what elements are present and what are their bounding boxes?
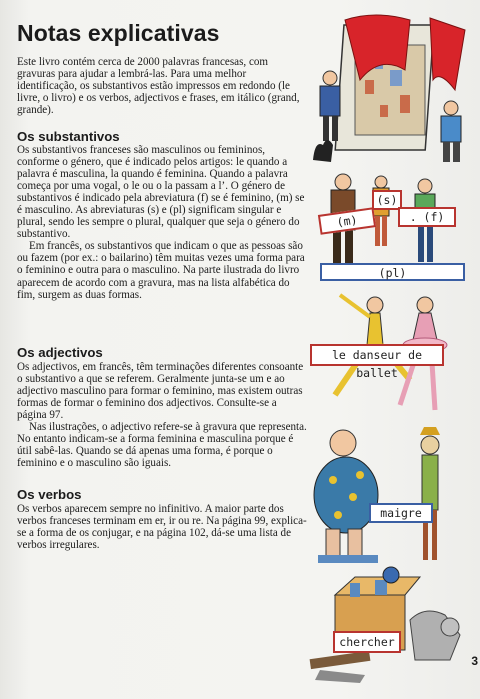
heading-substantivos: Os substantivos — [17, 129, 120, 144]
label-plural: (pl) — [320, 263, 465, 281]
substantivos-p1: Os substantivos franceses são masculinos ou femininos, conforme o género, que é indicado pelos artigos: le quando a palavra é masculina, la quando é feminina. Quando a palavra começa por uma vogal, o le ou o la passam a l’. O género de substantivos é indicado pela abreviatura (f) se é feminino, (m) se é masculino. As abreviaturas (s) e (pl) significam singular e plural, sendo les sempre o plural, qualquer que seja o género do substantivo. — [17, 144, 305, 241]
label-singular: (s) — [372, 190, 402, 210]
verbos-body — [17, 503, 307, 551]
label-feminine: . (f) — [398, 207, 456, 227]
label-maigre: maigre — [369, 503, 433, 523]
heading-adjectivos: Os adjectivos — [17, 345, 103, 360]
label-masculine: (m) — [318, 207, 376, 235]
label-chercher: chercher — [333, 631, 401, 653]
verbos-p1: Os verbos aparecem sempre no infinitivo. A maior parte dos verbos franceses terminam em er, ir ou re. Na página 99, explica-se a forma de os conjugar, e na página 102, dá-se uma lista de verbos irregulares. — [17, 503, 307, 552]
adjectivos-body — [17, 361, 307, 469]
adjectivos-p1: Os adjectivos, em francês, têm terminações diferentes consoante o substantivo a que se referem. Geralmente junta-se um e ao adjectivo masculino para formar o feminino, mas existem outras formas de formar o feminino dos adjectivos. Consulte-se a página 97. — [17, 361, 304, 422]
page-title: Notas explicativas — [17, 20, 220, 46]
heading-verbos: Os verbos — [17, 487, 82, 502]
adjectivos-p2: Nas ilustrações, o adjectivo refere-se à gravura que representa. No entanto indicam-se a forma feminina e masculina porque é útil sabê-las. Quando se dá apenas uma forma, é porque o feminino e o masculino são iguais. — [17, 421, 307, 470]
intro-text: Este livro contém cerca de 2000 palavras francesas, com gravuras para ajudar a lembrá-las. Para uma melhor identificação, os substantivos estão impressos em redondo (le livre, o livro) e os verbos, adjectivos e frases, em itálico (grand, grande). — [17, 56, 300, 117]
substantivos-body — [17, 144, 307, 301]
book-curtain-illustration — [305, 10, 475, 170]
maigre-illustration — [308, 425, 468, 570]
substantivos-p2: Em francês, os substantivos que indicam o que as pessoas são ou fazem (por ex.: o bailarino) têm muitas vezes uma forma para o feminino e outra para o masculino. Na parte ilustrada do livro aparecem de acordo com a gravura, mas na lista alfabética do fim, surgem as duas formas. — [17, 240, 305, 301]
page-number: 3 — [471, 654, 478, 668]
chercher-illustration — [305, 565, 470, 685]
label-danseur: le danseur de ballet — [310, 344, 444, 366]
intro-paragraph — [17, 56, 307, 116]
